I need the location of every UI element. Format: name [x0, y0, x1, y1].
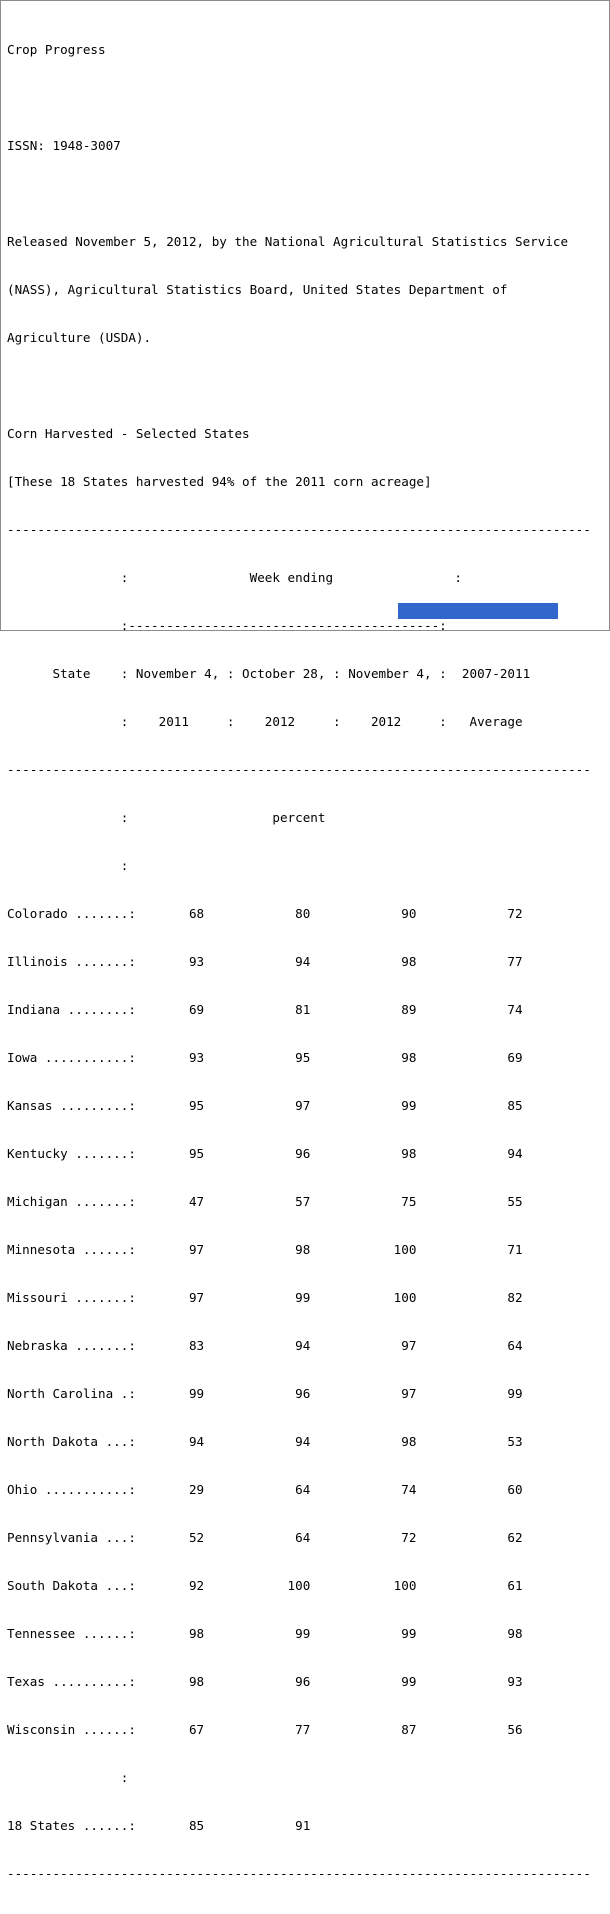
header-bottom-rule: -----------------------------------------------------------------------------	[7, 762, 591, 777]
table-row: North Carolina .: 99 96 97 99	[7, 1386, 523, 1401]
header-week-ending: : Week ending :	[7, 570, 462, 585]
table-row: Pennsylvania ...: 52 64 72 62	[7, 1530, 523, 1545]
table-row: South Dakota ...: 92 100 100 61	[7, 1578, 523, 1593]
unit-row: : percent	[7, 810, 326, 825]
release-line-1: Released November 5, 2012, by the National Agricultural Statistics Service	[7, 234, 569, 249]
table-row: Kentucky .......: 95 96 98 94	[7, 1146, 523, 1161]
bottom-rule: -----------------------------------------------------------------------------	[7, 1866, 591, 1881]
blank-line	[7, 378, 607, 394]
table-row: Minnesota ......: 97 98 100 71	[7, 1242, 523, 1257]
header-row-1: State : November 4, : October 28, : November 4, : 2007-2011	[7, 666, 531, 681]
table-row: Colorado .......: 68 80 90 72	[7, 906, 523, 921]
blank-line	[7, 90, 607, 106]
header-sub-rule: :-----------------------------------------:	[7, 618, 447, 633]
report-title: Crop Progress	[7, 42, 106, 57]
table-row: Texas ..........: 98 96 99 93	[7, 1674, 523, 1689]
blank-colon-row: :	[7, 858, 129, 873]
total-row	[7, 1818, 607, 1834]
release-line-3: Agriculture (USDA).	[7, 330, 152, 345]
table-row: Nebraska .......: 83 94 97 64	[7, 1338, 523, 1353]
table-row: Illinois .......: 93 94 98 77	[7, 954, 523, 969]
table-subtitle: [These 18 States harvested 94% of the 2011 corn acreage]	[7, 474, 432, 489]
table-row: North Dakota ...: 94 94 98 53	[7, 1434, 523, 1449]
table-row: Michigan .......: 47 57 75 55	[7, 1194, 523, 1209]
table-row: Ohio ...........: 29 64 74 60	[7, 1482, 523, 1497]
blank-line	[7, 186, 607, 202]
table-row: Tennessee ......: 98 99 99 98	[7, 1626, 523, 1641]
total-row-values: 18 States ......: 85 91	[7, 1818, 402, 1833]
selected-text[interactable]: 95 71	[401, 1818, 546, 1833]
table-row: Iowa ...........: 93 95 98 69	[7, 1050, 523, 1065]
crop-progress-report[interactable]	[7, 10, 607, 1914]
table-row: Missouri .......: 97 99 100 82	[7, 1290, 523, 1305]
top-rule: -----------------------------------------------------------------------------	[7, 522, 591, 537]
table-title: Corn Harvested - Selected States	[7, 426, 250, 441]
table-row: Kansas .........: 95 97 99 85	[7, 1098, 523, 1113]
header-row-2: : 2011 : 2012 : 2012 : Average	[7, 714, 523, 729]
table-row: Indiana ........: 69 81 89 74	[7, 1002, 523, 1017]
release-line-2: (NASS), Agricultural Statistics Board, United States Department of	[7, 282, 508, 297]
blank-colon-row: :	[7, 1770, 129, 1785]
table-row: Wisconsin ......: 67 77 87 56	[7, 1722, 523, 1737]
issn-line: ISSN: 1948-3007	[7, 138, 121, 153]
